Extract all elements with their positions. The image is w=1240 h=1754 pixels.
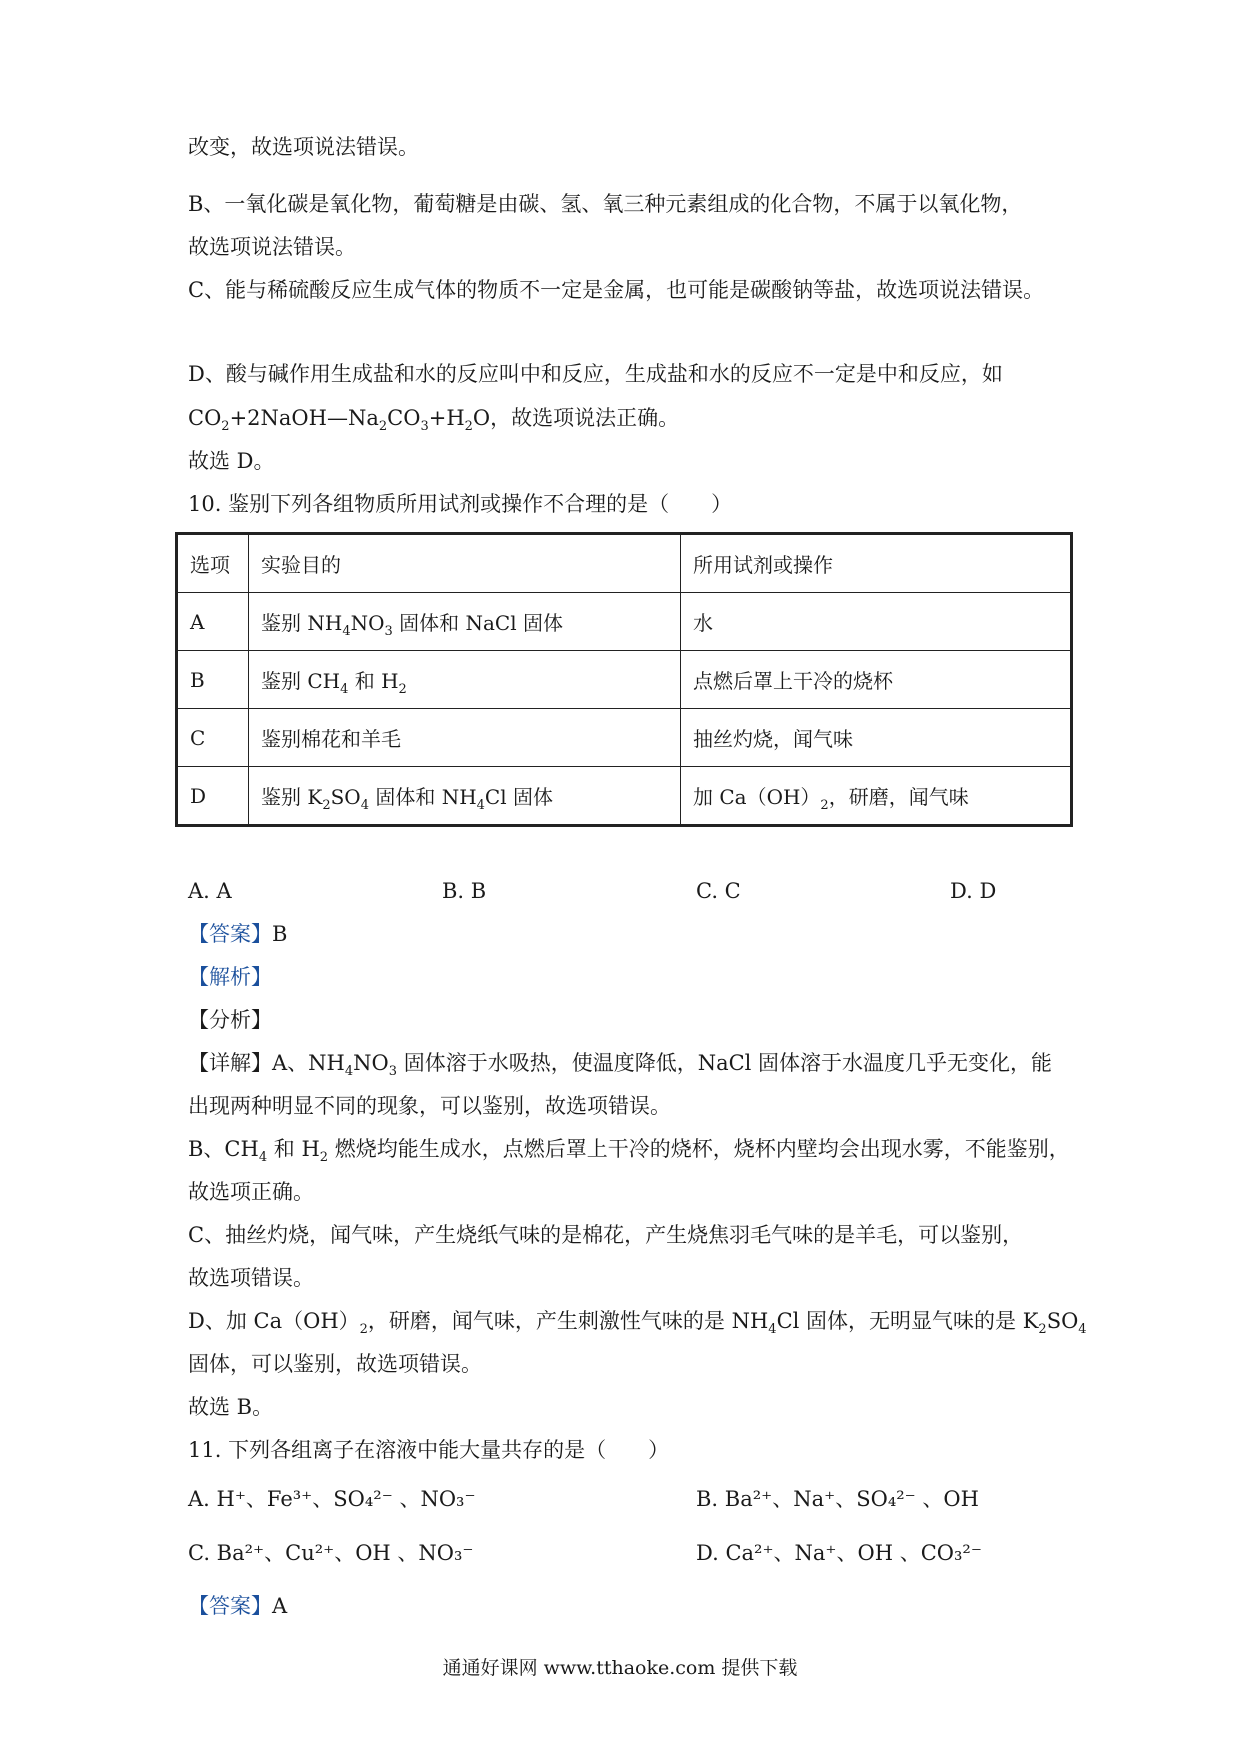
table-header-cell: 选项 [177,534,249,593]
detail-line: C、抽丝灼烧，闻气味，产生烧纸气味的是棉花，产生烧焦羽毛气味的是羊毛，可以鉴别， [188,1223,1024,1247]
table-cell: 鉴别 $NH_4NO_3$ 固体和 NaCl 固体 [249,593,681,651]
answer-line: 【答案】A [188,1594,288,1618]
page-footer: 通通好课网 www.tthaoke.com 提供下载 [442,1657,798,1679]
detail-line: 故选项正确。 [188,1180,314,1204]
table-cell: 点燃后罩上干冷的烧杯 [681,651,1072,709]
text-line: C、能与稀硫酸反应生成气体的物质不一定是金属，也可能是碳酸钠等盐，故选项说法错误。 [188,278,1045,302]
detail-line: 故选 B。 [188,1395,274,1419]
answer-line: 【答案】B [188,922,288,946]
table-cell: C [177,709,249,767]
equation-line: $CO_2+2NaOH—Na_2CO_3+H_2O$，故选项说法正确。 [188,406,680,435]
text-line: 改变，故选项说法错误。 [188,135,419,159]
table-cell: 加 $Ca(OH)_2$，研磨，闻气味 [681,767,1072,826]
choice-a: A. H⁺、Fe³⁺、SO₄²⁻ 、NO₃⁻ [188,1487,476,1511]
analysis-tag: 【解析】 [188,965,272,989]
text-line: D、酸与碱作用生成盐和水的反应叫中和反应，生成盐和水的反应不一定是中和反应，如 [188,362,1003,386]
table-header-cell: 实验目的 [249,534,681,593]
text-line: B、一氧化碳是氧化物，葡萄糖是由碳、氢、氧三种元素组成的化合物，不属于以氧化物， [188,192,1023,216]
question-11-stem: 11. 下列各组离子在溶液中能大量共存的是（ ） [188,1438,670,1462]
text-line: 故选项说法错误。 [188,235,356,259]
detail-line: B、$CH_4$ 和 $H_2$ 燃烧均能生成水，点燃后罩上干冷的烧杯，烧杯内壁均会出现水雾，不能鉴别， [188,1137,1070,1166]
analysis-heading: 【分析】 [188,1008,272,1032]
table-cell: 鉴别棉花和羊毛 [249,709,681,767]
choice-c: C. Ba²⁺、Cu²⁺、OH 、NO₃⁻ [188,1541,474,1565]
question-10-table [175,532,1073,827]
table-header-cell: 所用试剂或操作 [681,534,1072,593]
table-header-row [177,534,1072,593]
text-line: 故选 D。 [188,449,275,473]
answer-tag: 【答案】 [188,1594,272,1618]
detail-line: 【详解】A、$NH_4NO_3$ 固体溶于水吸热，使温度降低，NaCl 固体溶于水温度几乎无变化，能 [188,1051,1053,1080]
table-row [177,709,1072,767]
table-cell: 鉴别 $K_2SO_4$ 固体和 $NH_4Cl$ 固体 [249,767,681,826]
answer-tag: 【答案】 [188,922,272,946]
detail-line: D、加 $Ca(OH)_2$，研磨，闻气味，产生刺激性气味的是 $NH_4Cl$ 固体，无明显气味的是 $K_2SO_4$ [188,1309,1087,1338]
detail-line: 故选项错误。 [188,1266,314,1290]
choice-c: C. C [696,879,741,903]
table-row [177,593,1072,651]
table-cell: D [177,767,249,826]
detail-line: 出现两种明显不同的现象，可以鉴别，故选项错误。 [188,1094,671,1118]
table-cell: 抽丝灼烧，闻气味 [681,709,1072,767]
table-row [177,651,1072,709]
choice-b: B. B [442,879,487,903]
table-cell: A [177,593,249,651]
table-cell: 鉴别 $CH_4$ 和 $H_2$ [249,651,681,709]
table-cell: 水 [681,593,1072,651]
choice-d: D. D [950,879,997,903]
choice-d: D. Ca²⁺、Na⁺、OH 、CO₃²⁻ [696,1541,982,1565]
detail-line: 固体，可以鉴别，故选项错误。 [188,1352,482,1376]
table-cell: B [177,651,249,709]
question-10-stem: 10. 鉴别下列各组物质所用试剂或操作不合理的是（ ） [188,492,733,516]
choice-a: A. A [188,879,232,903]
choice-b: B. Ba²⁺、Na⁺、SO₄²⁻ 、OH [696,1487,979,1511]
table-row [177,767,1072,826]
